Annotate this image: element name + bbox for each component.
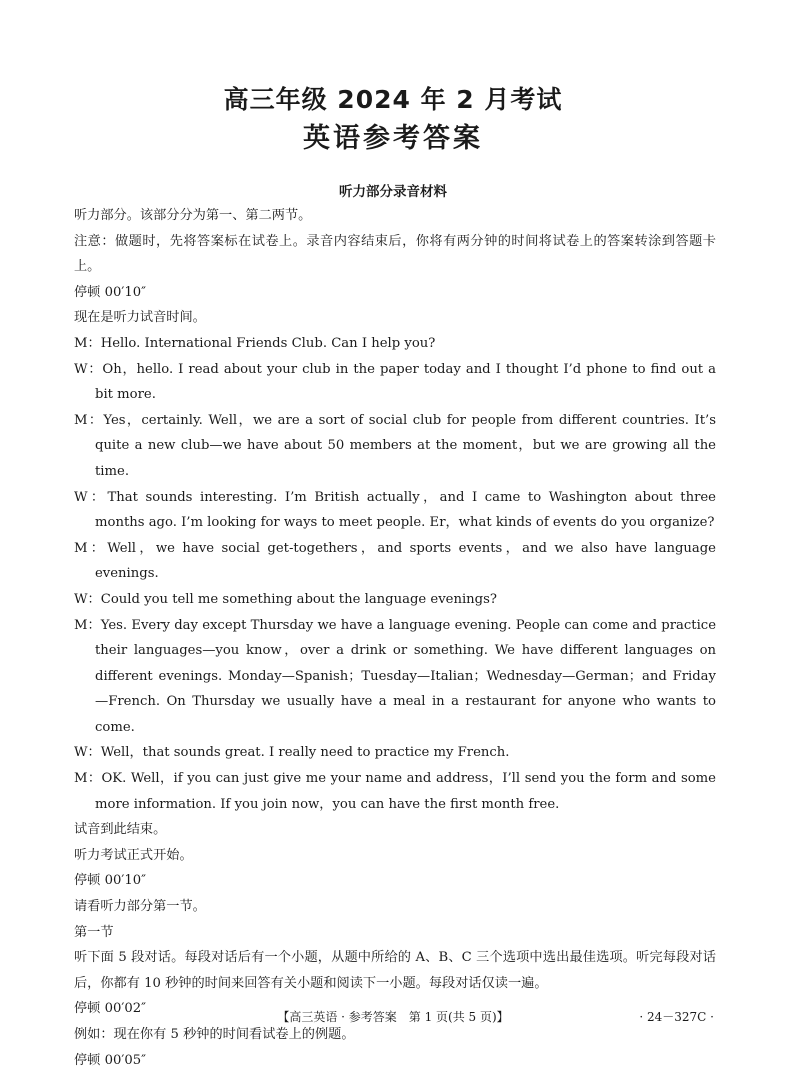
dialogue-line: M：Yes. Every day except Thursday we have a language evening. People can come and practice their languages—you know，over a drink or something. We have different languages on different evenings. Monday—Spanish；Tuesday—Italian；Wednesday—German；and Friday—French. On Thursday we usually have a meal in a restaurant for anyone who wants to come. [74,617,716,735]
exam-title: 高三年级 2024 年 2 月考试 [223,85,563,114]
section-title: 听力部分录音材料 [339,184,447,200]
paragraph: 停顿 00′02″ [74,1001,147,1017]
paragraph: 停顿 00′10″ [74,873,147,889]
paragraph: 听力部分。该部分分为第一、第二两节。 [74,208,312,223]
answer-key-title: 英语参考答案 [303,123,483,154]
paragraph: 请看听力部分第一节。 [74,899,206,915]
dialogue-line: M：OK. Well，if you can just give me your name and address，I’ll send you the form and some more information. If you join now，you can have the first month free. [74,771,716,812]
paragraph: 听力考试正式开始。 [74,847,193,863]
paragraph: 停顿 00′10″ [74,284,147,300]
dialogue-line: M：Yes，certainly. Well，we are a sort of social club for people from different countries. It’s quite a new club—we have about 50 members at the moment，but we are growing all the time. [74,412,716,479]
paragraph: 现在是听力试音时间。 [74,310,206,326]
page-number-label: 【高三英语 · 参考答案 第 1 页(共 5 页)】 [277,1010,509,1024]
dialogue-line: W：That sounds interesting. I’m British actually，and I came to Washington about three months ago. I’m looking for ways to meet people. Er，what kinds of events do you organize? [74,489,716,531]
dialogue-line: W：Well，that sounds great. I really need to practice my French. [74,745,510,761]
paragraph: 停顿 00′05″ [74,1052,147,1068]
paragraph: 注意：做题时，先将答案标在试卷上。录音内容结束后，你将有两分钟的时间将试卷上的答案转涂到答题卡上。 [74,233,716,275]
page-footer [0,1008,786,1028]
dialogue-line: M：Hello. International Friends Club. Can I help you? [74,335,436,351]
paragraph: 例如：现在你有 5 秒钟的时间看试卷上的例题。 [74,1027,355,1042]
dialogue-line: W：Oh，hello. I read about your club in the paper today and I thought I’d phone to find out a bit more. [74,361,716,403]
paragraph: 第一节 [74,924,114,940]
dialogue-line: M：Well，we have social get-togethers，and sports events，and we also have language evenings. [74,540,716,582]
transcript-body [74,203,716,1073]
paragraph: 试音到此结束。 [74,822,167,838]
dialogue-line: W：Could you tell me something about the language evenings? [74,591,497,607]
paragraph: 听下面 5 段对话。每段对话后有一个小题，从题中所给的 A、B、C 三个选项中选出最佳选项。听完每段对话后，你都有 10 秒钟的时间来回答有关小题和阅读下一小题。每段对话仅读一遍。 [74,950,716,991]
document-code: · 24－327C · [639,1010,714,1024]
